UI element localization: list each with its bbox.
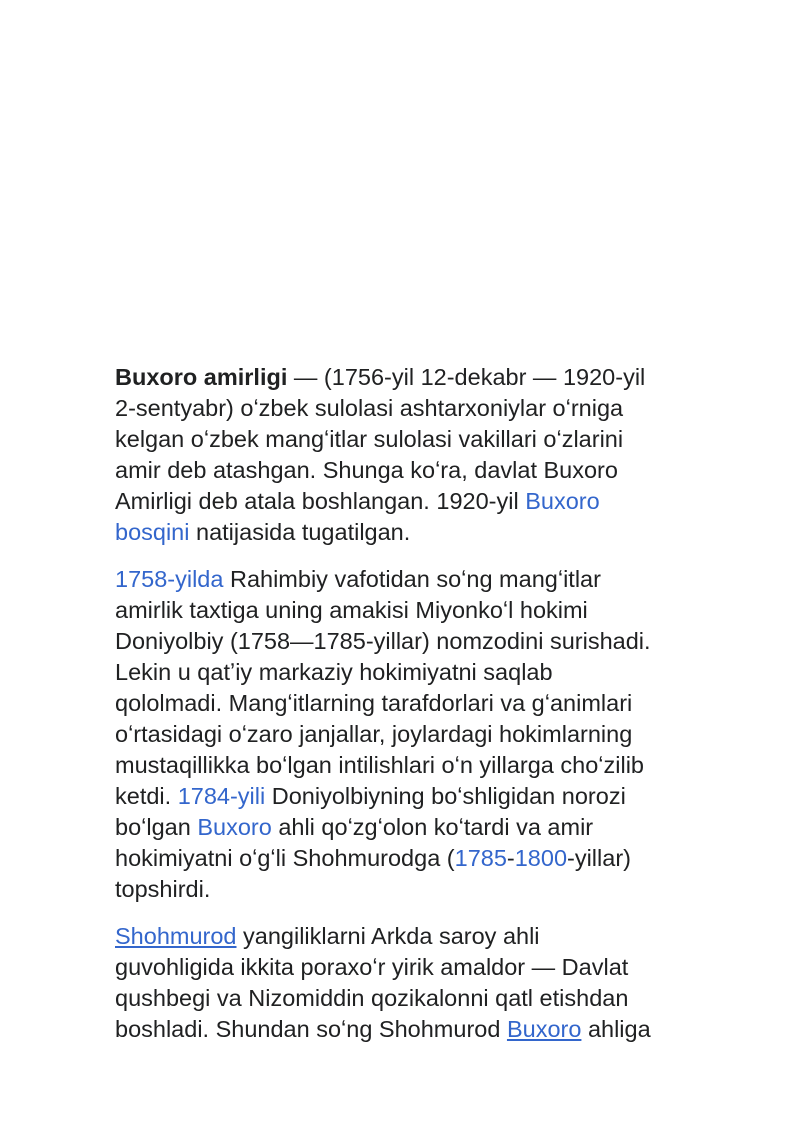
text-span: hokimiyatni oʻgʻli Shohmurodga ( [115, 845, 455, 871]
link-buxoro-bosqini-part1[interactable]: Buxoro [525, 488, 600, 514]
text-line: Doniyolbiy (1758—1785-yillar) nomzodini surishadi. [115, 628, 651, 654]
text-line [115, 1014, 755, 1045]
text-span: -yillar) [567, 845, 631, 871]
text-span: ketdi. [115, 783, 178, 809]
text-span: ahli qoʻzgʻolon koʻtardi va amir [271, 814, 594, 840]
text-line [115, 921, 755, 952]
text-line [115, 564, 755, 595]
link-1758-yilda[interactable]: 1758-yilda [115, 566, 224, 592]
text-line: oʻrtasidagi oʻzaro janjallar, joylardagi hokimlarning [115, 721, 633, 747]
article-body [115, 362, 755, 1061]
article-title-term: Buxoro amirligi [115, 364, 288, 390]
text-line [115, 517, 755, 548]
link-buxoro-bosqini-part2[interactable]: bosqini [115, 519, 190, 545]
link-1785[interactable]: 1785 [454, 845, 507, 871]
link-buxoro[interactable]: Buxoro [197, 814, 272, 840]
paragraph-intro [115, 362, 755, 548]
text-line: amirlik taxtiga uning amakisi Miyonkoʻl hokimi [115, 597, 588, 623]
text-span: Amirligi deb atala boshlangan. 1920-yil [115, 488, 526, 514]
text-line: qushbegi va Nizomiddin qozikalonni qatl etishdan [115, 985, 629, 1011]
text-line [115, 486, 755, 517]
text-span: boʻlgan [115, 814, 198, 840]
text-span: Doniyolbiyning boʻshligidan norozi [265, 783, 626, 809]
text-line [115, 362, 755, 393]
paragraph-history [115, 564, 755, 905]
text-line [115, 843, 755, 874]
link-shohmurod[interactable]: Shohmurod [115, 923, 237, 949]
text-span: Rahimbiy vafotidan soʻng mangʻitlar [223, 566, 601, 592]
text-span: - [506, 845, 515, 871]
text-line: mustaqillikka boʻlgan intilishlari oʻn yillarga choʻzilib [115, 752, 644, 778]
text-line: topshirdi. [115, 876, 211, 902]
link-1800[interactable]: 1800 [514, 845, 568, 871]
text-span: yangiliklarni Arkda saroy ahli [236, 923, 540, 949]
text-span: ahliga [581, 1016, 651, 1042]
paragraph-shohmurod [115, 921, 755, 1045]
text-line: Lekin u qatʼiy markaziy hokimiyatni saqlab [115, 659, 553, 685]
text-line: amir deb atashgan. Shunga koʻra, davlat Buxoro [115, 457, 618, 483]
text-line: 2-sentyabr) oʻzbek sulolasi ashtarxoniylar oʻrniga [115, 395, 624, 421]
text-line: guvohligida ikkita poraxoʻr yirik amaldor — Davlat [115, 954, 629, 980]
text-line: qololmadi. Mangʻitlarning tarafdorlari va gʻanimlari [115, 690, 633, 716]
text-span: — (1756-yil 12-dekabr — 1920-yil [287, 364, 646, 390]
link-buxoro-underlined[interactable]: Buxoro [506, 1016, 582, 1042]
text-span: boshladi. Shundan soʻng Shohmurod [115, 1016, 507, 1042]
text-line: kelgan oʻzbek mangʻitlar sulolasi vakillari oʻzlarini [115, 426, 624, 452]
text-line [115, 812, 755, 843]
text-span: natijasida tugatilgan. [189, 519, 411, 545]
text-line [115, 781, 755, 812]
link-1784-yili[interactable]: 1784-yili [177, 783, 266, 809]
